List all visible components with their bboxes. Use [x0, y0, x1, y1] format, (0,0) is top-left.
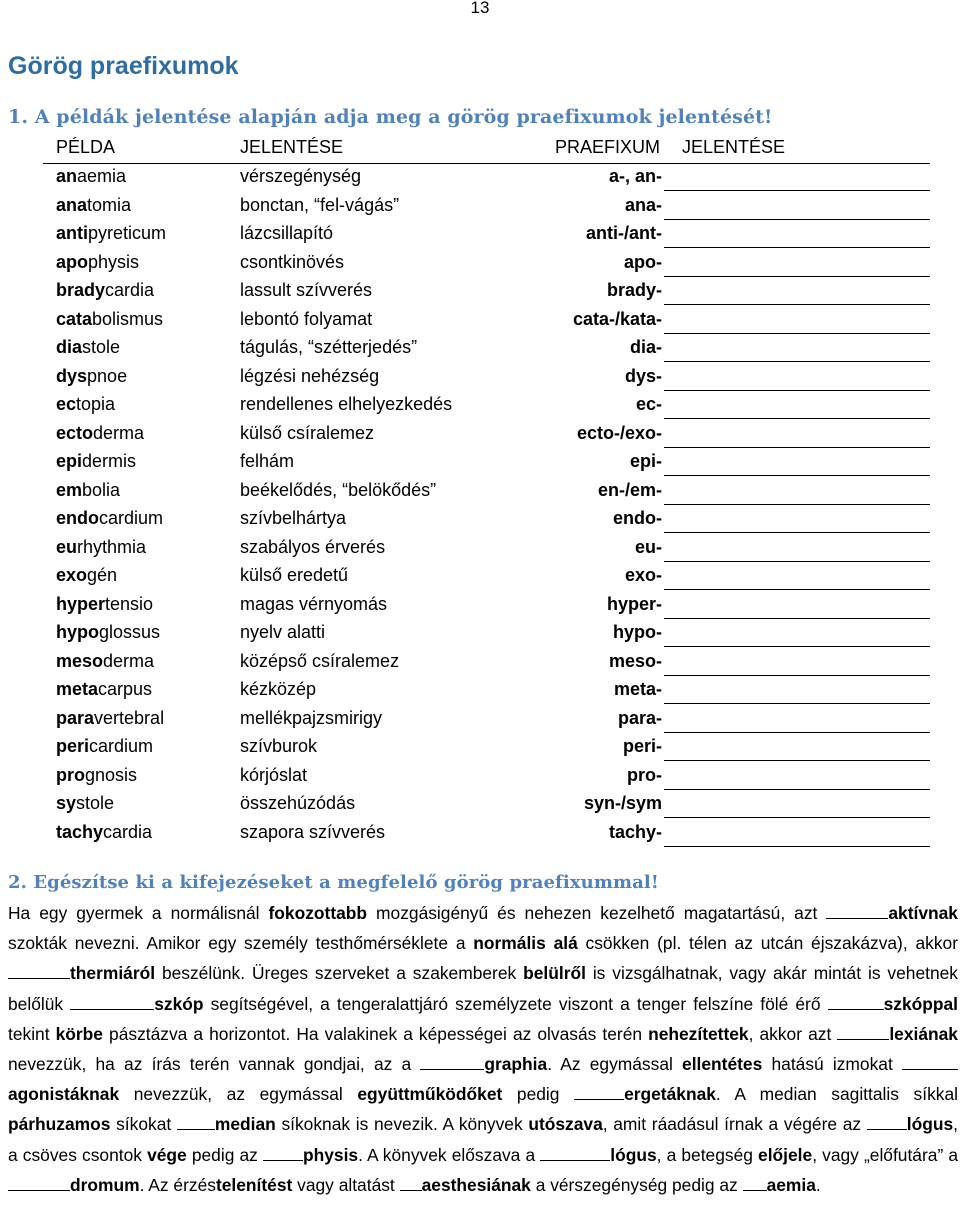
prefix-cell: anti-/ant- [586, 223, 662, 243]
keyword: lógus [906, 1114, 954, 1135]
prefix-cell: pro- [627, 764, 662, 785]
prefix-meaning-answer-line[interactable] [664, 760, 930, 761]
example-term [56, 594, 153, 615]
example-term [56, 480, 120, 501]
prefix-cell: peri- [622, 736, 662, 756]
prefix-cell: eu- [635, 536, 662, 557]
example-term [56, 166, 126, 187]
prefix-cell: exo- [624, 565, 662, 585]
example-prefix-part: para [56, 707, 95, 728]
table-row [0, 165, 960, 194]
column-header-prefix-meaning: JELENTÉSE [682, 137, 786, 157]
example-meaning: vérszegénység [240, 166, 362, 186]
example-meaning: lassult szívverés [240, 280, 373, 300]
text: , vagy „előfutára” a [812, 1144, 959, 1165]
example-meaning: összehúzódás [240, 793, 356, 813]
prefix-meaning-answer-line[interactable] [664, 532, 930, 533]
example-meaning: középső csíralemez [240, 650, 400, 671]
fill-in-blank[interactable] [70, 993, 154, 1010]
prefix-cell: endo- [613, 508, 662, 528]
text: . Az egymással [547, 1054, 683, 1075]
example-rest: vertebral [94, 707, 165, 728]
example-term [56, 622, 160, 643]
text: . A könyvek előszava a [358, 1144, 541, 1165]
example-term [56, 736, 153, 757]
example-term [56, 793, 114, 814]
example-meaning: tágulás, “szétterjedés” [240, 337, 418, 357]
keyword: előjele [758, 1144, 813, 1165]
keyword: telenítést [215, 1174, 293, 1195]
example-prefix-part: em [56, 479, 83, 500]
prefix-meaning-answer-line[interactable] [664, 589, 930, 590]
example-prefix-part: ec [56, 394, 77, 414]
example-meaning: felhám [240, 451, 295, 471]
prefix-meaning-answer-line[interactable] [664, 817, 930, 818]
example-meaning: bonctan, “fel-vágás” [240, 194, 400, 215]
keyword: utószava [528, 1114, 603, 1135]
example-term [56, 366, 127, 387]
keyword: lexiának [889, 1023, 958, 1044]
keyword: thermiáról [70, 963, 156, 984]
fill-in-blank[interactable] [574, 1083, 624, 1100]
text: . A median sagittalis síkkal [715, 1084, 958, 1105]
fill-in-blank[interactable] [826, 902, 888, 919]
keyword: graphia [484, 1054, 548, 1075]
text: Ha egy gyermek a normálisnál [8, 903, 269, 923]
prefix-meaning-answer-line[interactable] [664, 561, 930, 562]
text: hatású izmokat [762, 1054, 902, 1075]
text: vagy altatást [292, 1174, 400, 1195]
fill-in-blank[interactable] [400, 1174, 422, 1191]
example-term [56, 451, 136, 472]
example-meaning: beékelődés, “belökődés” [240, 479, 437, 500]
table-header [0, 137, 960, 163]
fill-in-blank[interactable] [743, 1174, 767, 1191]
example-rest: cardium [89, 736, 154, 756]
example-rest: carpus [98, 679, 153, 699]
table-row [0, 764, 960, 793]
prefix-meaning-answer-line[interactable] [664, 789, 930, 790]
keyword: ellentétes [682, 1054, 763, 1075]
table-row [0, 222, 960, 251]
prefix-meaning-answer-line[interactable] [664, 333, 930, 334]
example-prefix-part: exo [56, 565, 88, 585]
example-prefix-part: eu [56, 536, 78, 557]
prefix-meaning-answer-line[interactable] [664, 304, 930, 305]
example-rest: stole [82, 337, 121, 357]
text: pásztázva a horizontot. Ha valakinek a képességei az olvasás terén [102, 1023, 649, 1044]
example-prefix-part: tachy [56, 821, 104, 842]
keyword: fokozottabb [268, 903, 368, 923]
example-term [56, 223, 166, 244]
example-term [56, 679, 152, 700]
example-meaning: szívbelhártya [240, 508, 347, 528]
fill-in-blank[interactable] [8, 1174, 70, 1191]
example-rest: derma [103, 650, 155, 671]
table-row [0, 536, 960, 565]
example-meaning: légzési nehézség [240, 365, 380, 386]
keyword: nehezítettek [648, 1023, 749, 1044]
table-row [0, 194, 960, 223]
table-row [0, 735, 960, 764]
prefix-meaning-answer-line[interactable] [664, 276, 930, 277]
prefix-meaning-answer-line[interactable] [664, 361, 930, 362]
text: , amit ráadásul írnak a végére az [602, 1114, 867, 1135]
prefix-cell: hyper- [606, 593, 662, 614]
section-2-heading: 2. Egészítse ki a kifejezéseket a megfelelő görög praefixummal! [8, 872, 659, 893]
text: , akkor azt [748, 1023, 838, 1044]
table-row [0, 564, 960, 593]
keyword: agonistáknak [8, 1084, 120, 1105]
example-prefix-part: dia [56, 337, 83, 357]
fill-in-blank[interactable] [837, 1023, 889, 1040]
fill-in-blank[interactable] [540, 1144, 610, 1161]
prefix-meaning-answer-line[interactable] [664, 418, 930, 419]
example-term [56, 508, 163, 529]
exercise-paragraph [8, 898, 958, 1200]
example-rest: pnoe [87, 365, 128, 386]
keyword: aktívnak [888, 903, 958, 923]
example-rest: gnosis [85, 764, 138, 785]
prefix-cell: dys- [624, 365, 662, 386]
example-prefix-part: brady [56, 280, 106, 300]
prefix-cell: ecto-/exo- [576, 422, 662, 443]
table-row [0, 393, 960, 422]
table-row [0, 308, 960, 337]
table-row [0, 251, 960, 280]
text: . [815, 1174, 821, 1195]
text: nevezzük, ha az írás terén vannak gondjai, az a [8, 1054, 421, 1075]
table-header-rule [43, 163, 930, 164]
prefix-cell: ec- [635, 394, 662, 414]
example-meaning: kórjóslat [240, 764, 308, 785]
text: . Az érzés [139, 1174, 216, 1195]
page-title: Görög praefixumok [8, 52, 239, 80]
table-row [0, 450, 960, 479]
prefix-cell: hypo- [613, 622, 662, 642]
text: beszélünk. Üreges szerveket a szakemberek [155, 963, 524, 984]
text: síkokat [110, 1114, 177, 1135]
keyword: szkóppal [883, 993, 958, 1014]
keyword: ergetáknak [624, 1084, 716, 1105]
example-meaning: csontkinövés [240, 251, 345, 272]
example-prefix-part: epi [56, 451, 83, 471]
keyword: aesthesiának [421, 1174, 531, 1195]
fill-in-blank[interactable] [867, 1113, 907, 1130]
prefix-cell: cata-/kata- [572, 308, 662, 329]
prefix-meaning-answer-line[interactable] [664, 846, 930, 847]
prefix-cell: tachy- [608, 821, 662, 842]
table-row [0, 792, 960, 821]
example-rest: stole [76, 793, 115, 813]
fill-in-blank[interactable] [828, 993, 884, 1010]
example-prefix-part: endo [56, 508, 99, 528]
example-term [56, 252, 139, 273]
example-term [56, 423, 144, 444]
prefix-cell: syn-/sym [583, 793, 662, 813]
prefix-meaning-answer-line[interactable] [664, 475, 930, 476]
table-row [0, 650, 960, 679]
example-term [56, 822, 152, 843]
example-meaning: külső csíralemez [240, 422, 375, 443]
example-prefix-part: anti [56, 223, 89, 243]
keyword: körbe [55, 1023, 103, 1044]
example-prefix-part: hyper [56, 593, 106, 614]
keyword: dromum [70, 1174, 140, 1195]
page-number: 13 [470, 0, 490, 17]
table-row [0, 821, 960, 850]
example-term [56, 309, 163, 330]
table-row [0, 336, 960, 365]
keyword: párhuzamos [8, 1114, 111, 1135]
text: csökken (pl. télen az utcán éjszakázva), akkor [577, 933, 958, 954]
example-rest: glossus [99, 622, 161, 642]
example-term [56, 651, 154, 672]
fill-in-blank[interactable] [263, 1144, 303, 1161]
table-row [0, 365, 960, 394]
text: nevezzük, az egymással [119, 1084, 358, 1105]
example-rest: cardia [103, 821, 153, 842]
text: pedig az [186, 1144, 263, 1165]
section-1-heading: 1. A példák jelentése alapján adja meg a görög praefixumok jelentését! [8, 106, 773, 128]
text: pedig [502, 1084, 575, 1105]
prefix-meaning-answer-line[interactable] [664, 219, 930, 220]
example-prefix-part: ecto [56, 422, 94, 443]
column-header-meaning: JELENTÉSE [240, 137, 344, 157]
table-row [0, 507, 960, 536]
text: , a csöves csontok [8, 1114, 958, 1165]
prefix-cell: a-, an- [608, 166, 662, 186]
example-prefix-part: peri [56, 736, 90, 756]
fill-in-blank[interactable] [902, 1053, 958, 1070]
example-rest: bolismus [92, 308, 164, 329]
prefix-meaning-answer-line[interactable] [664, 675, 930, 676]
prefix-table [0, 165, 960, 849]
prefix-cell: meso- [608, 650, 662, 671]
keyword: belülről [523, 963, 586, 984]
keyword: vége [147, 1144, 187, 1165]
text: , a betegség [656, 1144, 759, 1165]
example-term [56, 708, 164, 729]
example-term [56, 394, 115, 415]
example-rest: rhythmia [77, 536, 147, 557]
example-term [56, 337, 120, 358]
prefix-meaning-answer-line[interactable] [664, 646, 930, 647]
keyword: normális alá [473, 933, 578, 954]
prefix-meaning-answer-line[interactable] [664, 190, 930, 191]
example-meaning: magas vérnyomás [240, 593, 388, 614]
example-meaning: lázcsillapító [240, 223, 334, 243]
example-term [56, 537, 146, 558]
example-meaning: mellékpajzsmirigy [240, 707, 383, 728]
example-prefix-part: meta [56, 679, 99, 699]
example-prefix-part: an [56, 166, 78, 186]
example-rest: cardia [105, 280, 155, 300]
prefix-meaning-answer-line[interactable] [664, 390, 930, 391]
prefix-cell: meta- [613, 679, 662, 699]
prefix-meaning-answer-line[interactable] [664, 247, 930, 248]
example-meaning: szívburok [240, 736, 318, 756]
example-rest: bolia [82, 479, 121, 500]
example-meaning: szabályos érverés [240, 536, 386, 557]
text: segítségével, a tengeralattjáró személyzete viszont a tenger felszíne fölé érő [203, 993, 828, 1014]
example-rest: cardium [99, 508, 164, 528]
text: a vérszegénység pedig az [530, 1174, 743, 1195]
keyword: physis [302, 1144, 359, 1165]
column-header-prefix: PRAEFIXUM [555, 137, 661, 157]
prefix-cell: epi- [629, 451, 662, 471]
prefix-cell: dia- [629, 337, 662, 357]
example-meaning: szapora szívverés [240, 821, 386, 842]
fill-in-blank[interactable] [8, 962, 70, 979]
text: tekint [8, 1023, 56, 1044]
example-prefix-part: meso [56, 650, 104, 671]
example-rest: gén [87, 565, 118, 585]
keyword: szkóp [154, 993, 204, 1014]
prefix-cell: apo- [624, 251, 662, 272]
example-prefix-part: dys [56, 365, 88, 386]
table-row [0, 479, 960, 508]
example-meaning: rendellenes elhelyezkedés [240, 394, 453, 414]
table-row [0, 593, 960, 622]
example-prefix-part: hypo [56, 622, 99, 642]
prefix-meaning-answer-line[interactable] [664, 504, 930, 505]
prefix-cell: en-/em- [597, 479, 662, 500]
example-rest: tensio [105, 593, 154, 614]
text: mozgásigényű és nehezen kezelhető magatartású, azt [367, 903, 827, 923]
prefix-meaning-answer-line[interactable] [664, 732, 930, 733]
prefix-meaning-answer-line[interactable] [664, 703, 930, 704]
prefix-cell: ana- [624, 194, 662, 215]
column-header-example: PÉLDA [56, 137, 116, 157]
table-row [0, 707, 960, 736]
example-prefix-part: cata [56, 308, 93, 329]
example-term [56, 765, 137, 786]
text: is vizsgálhatnak, vagy akár mintát is vehetnek belőlük [8, 963, 958, 1014]
table-row [0, 279, 960, 308]
example-rest: physis [88, 251, 140, 272]
keyword: együttműködőket [357, 1084, 503, 1105]
fill-in-blank[interactable] [177, 1113, 215, 1130]
keyword: median [214, 1114, 276, 1135]
text: szokták nevezni. Amikor egy személy testhőmérséklete a [8, 933, 474, 954]
text: síkoknak is nevezik. A könyvek [275, 1114, 529, 1135]
table-row [0, 422, 960, 451]
example-meaning: nyelv alatti [240, 622, 326, 642]
keyword: lógus [610, 1144, 657, 1165]
example-rest: pyreticum [88, 223, 167, 243]
example-rest: dermis [82, 451, 137, 471]
example-rest: aemia [77, 166, 127, 186]
example-prefix-part: apo [56, 251, 89, 272]
example-prefix-part: ana [56, 194, 88, 215]
example-meaning: kézközép [240, 679, 317, 699]
example-meaning: külső eredetű [240, 565, 349, 585]
prefix-cell: brady- [606, 280, 662, 300]
example-meaning: lebontó folyamat [240, 308, 373, 329]
keyword: aemia [766, 1174, 816, 1195]
example-rest: topia [76, 394, 116, 414]
prefix-meaning-answer-line[interactable] [664, 618, 930, 619]
prefix-meaning-answer-line[interactable] [664, 447, 930, 448]
example-prefix-part: sy [56, 793, 77, 813]
example-term [56, 280, 154, 301]
example-term [56, 195, 131, 216]
example-rest: tomia [87, 194, 132, 215]
example-term [56, 565, 117, 586]
fill-in-blank[interactable] [420, 1053, 484, 1070]
table-row [0, 621, 960, 650]
table-row [0, 678, 960, 707]
prefix-cell: para- [617, 707, 662, 728]
example-prefix-part: pro [56, 764, 85, 785]
example-rest: derma [93, 422, 145, 443]
